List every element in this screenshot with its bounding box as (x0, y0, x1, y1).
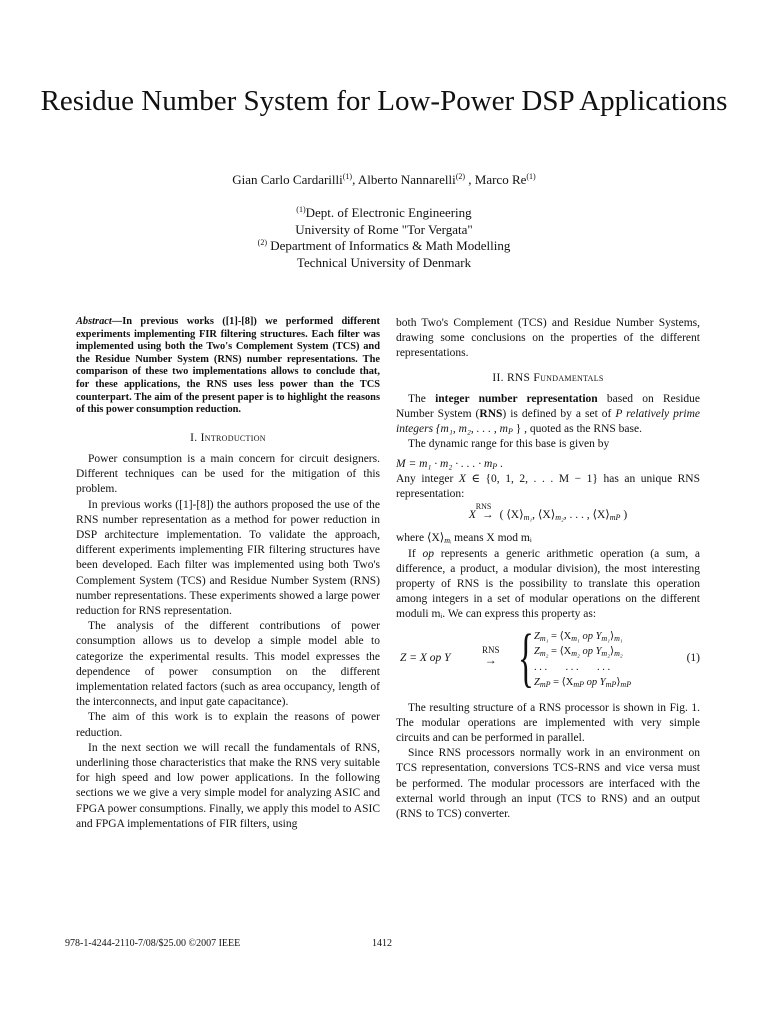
section-number: I. (190, 431, 198, 444)
math-subscript: m₁ (601, 633, 610, 643)
math-subscript: m₂ (571, 649, 580, 659)
math-subscript: m₁ (614, 633, 623, 643)
bold-term: integer number representation (435, 392, 598, 405)
math-expression: , . . . , ⟨X⟩ (563, 509, 610, 522)
text-span: ) is defined by a set of (502, 408, 616, 421)
text-span: } , quoted as the RNS base. (512, 423, 642, 436)
equation-cases (534, 629, 631, 691)
paragraph: The aim of this work is to explain the reasons of power reduction. (76, 711, 380, 739)
math-expression: relatively prime integers {m₁, m₂, . . . , m (396, 408, 700, 436)
section-number: II. (492, 371, 504, 384)
equation-rns-operation (396, 620, 700, 697)
rns-arrow (475, 502, 497, 523)
page-number: 1412 (372, 938, 392, 949)
math-subscript: mP (620, 680, 632, 690)
math-symbol: Z (534, 630, 540, 642)
math-expression: = ⟨X (548, 646, 572, 658)
math-subscript: mP (605, 680, 617, 690)
math-expression: Z = X op Y (400, 651, 451, 664)
math-expression: ( ⟨X⟩ (499, 509, 524, 522)
math-subscript: m₂ (555, 513, 564, 523)
left-column (76, 316, 380, 832)
math-symbol: op (422, 547, 434, 560)
affiliation-line: Technical University of Denmark (296, 254, 472, 270)
bold-term: RNS (479, 408, 503, 421)
math-expression: = ⟨X (548, 630, 572, 642)
section-title: Introduction (200, 431, 266, 444)
affiliation-text: Department of Informatics & Math Modelling (270, 238, 511, 253)
math-symbol: Z (534, 646, 540, 658)
math-subscript: mP (573, 680, 585, 690)
math-subscript: m₂ (614, 649, 623, 659)
math-subscript: P (507, 427, 513, 437)
math-expression: , ⟨X⟩ (532, 509, 556, 522)
affiliation-line (0, 238, 768, 255)
math-subscript: mP (539, 680, 551, 690)
rns-arrow (482, 645, 500, 665)
case-line: . . . . . . . . . (534, 661, 611, 673)
math-expression: ) (620, 509, 628, 522)
math-symbol: Z (534, 677, 540, 689)
arrow-glyph: → (481, 509, 494, 522)
equation-number: (1) (686, 651, 700, 664)
author-mark: (1) (526, 172, 536, 181)
rns-arrow-label: RNS (475, 502, 492, 512)
section-title: RNS Fundamentals (506, 371, 604, 384)
affiliation-mark: (1) (296, 205, 306, 214)
affiliation-line (0, 205, 768, 222)
math-subscript: m₁ (571, 633, 580, 643)
affiliation-line: University of Rome "Tor Vergata" (295, 221, 473, 237)
math-subscript: mᵢ (444, 536, 452, 546)
paragraph (396, 547, 700, 623)
section-heading-introduction (76, 431, 380, 446)
math-subscript: P (492, 461, 498, 471)
abstract (76, 316, 380, 417)
math-expression: op Y (584, 677, 606, 689)
math-expression: where ⟨X⟩ (396, 532, 445, 545)
paragraph: The resulting structure of a RNS processor is shown in Fig. 1. The modular operations are implemented with very simple circuits and can be performed in parallel. (396, 701, 700, 745)
math-subscript: m₁ (539, 633, 549, 643)
section-heading-rns-fundamentals (396, 371, 700, 386)
paper-title: Residue Number System for Low-Power DSP Applications (40, 85, 728, 117)
affiliations (0, 205, 768, 271)
math-subscript: m₂ (601, 649, 610, 659)
text-span: If (408, 547, 423, 560)
author-name: Marco Re (474, 172, 527, 187)
math-expression: means X mod mᵢ (451, 532, 532, 545)
paragraph (396, 531, 700, 546)
author-mark: (2) (455, 172, 466, 181)
affiliation-text: Dept. of Electronic Engineering (305, 205, 472, 220)
text-span: ∈ {0, 1, 2, . . . M − 1} has an unique RNS representation: (396, 472, 700, 501)
paragraph: The analysis of the different contributions of power consumption allows us to develop a simple model able to categorize the experimental results. This model expresses the dependence of power consumption on the different implementation related factors (such as area occupancy, length of the interconnects, and input gate capacitance). (76, 620, 380, 709)
text-span: . (497, 457, 503, 470)
text-span: represents a generic arithmetic operation (a sum, a difference, a product, a modular division), the most interesting property of RNS is the possibility to translate this operation among integers in a set of modular operations on the different moduli mᵢ. We can express this property as: (396, 547, 700, 621)
math-expression: ⟩ (609, 646, 615, 658)
text-span: Any integer (396, 472, 459, 485)
math-expression: M = m₁ · m₂ · . . . · m (396, 457, 493, 470)
footer-isbn: 978-1-4244-2110-7/08/$25.00 ©2007 IEEE (65, 938, 241, 949)
equation-dynamic-range (396, 457, 700, 472)
paragraph (396, 392, 700, 438)
abstract-lead: Abstract— (76, 316, 123, 327)
math-subscript: mP (609, 513, 621, 523)
math-symbol: X (458, 472, 466, 485)
math-expression: = ⟨X (550, 677, 574, 689)
left-brace-icon: { (518, 620, 534, 694)
case-line (534, 644, 631, 660)
math-expression: ⟩ (609, 630, 615, 642)
math-subscript: m₂ (539, 649, 549, 659)
equation-rns-representation (396, 502, 700, 523)
math-symbol: P (615, 408, 623, 421)
affiliation-mark: (2) (257, 238, 267, 247)
math-expression: op Y (579, 646, 602, 658)
paragraph: In previous works ([1]-[8]) the authors proposed the use of the RNS number representation as a method for power reduction in DSP architecture implementation. To validate the approach, different experiments implementing FIR filtering structures have been developed. Each filter was implemented using both Two's Complement System (TCS) and Residue Number System (RNS) number representations. These experiments showed a large power reduction for RNS representation. (76, 498, 380, 617)
paragraph: Since RNS processors normally work in an environment on TCS representation, conversions TCS-RNS and vice versa must be performed. The modular processors are interfaced with the external world through an input (TCS to RNS) and an output (RNS to TCS) converter. (396, 747, 700, 821)
author-name: Alberto Nannarelli (357, 172, 456, 187)
paragraph: In the next section we will recall the fundamentals of RNS, underlining those characteristics that make the RNS very suitable for high speed and low power applications. In the following sections we we give a very simple model for analyzing ASIC and FPGA power consumptions. Finally, we apply this model to ASIC and FPGA implementations of FIR filters, using (76, 741, 380, 830)
paragraph: both Two's Complement (TCS) and Residue Number Systems, drawing some conclusions on the properties of the different representations. (396, 317, 700, 360)
arrow-glyph: → (484, 652, 497, 667)
case-line (534, 675, 631, 691)
math-expression: ⟩ (616, 677, 621, 689)
case-line (534, 629, 631, 645)
abstract-text: In previous works ([1]-[8]) we performed different experiments implementing FIR filtering structures. Each filter was implemented using both the Two's Complement System (TCS) and the Residue Number System (RNS) number representations. The comparison of these two implementations allows to conclude that, for these applications, the RNS uses less power than the TCS counterpart. The aim of the present paper is to highlight the reasons of this power consumption reduction. (76, 316, 380, 416)
right-column (396, 316, 700, 822)
paragraph: The dynamic range for this base is given by (408, 438, 610, 451)
math-subscript: m₁ (523, 513, 533, 523)
author-name: Gian Carlo Cardarilli (232, 172, 343, 187)
math-expression: op Y (579, 630, 602, 642)
rns-arrow-label: RNS (482, 644, 500, 655)
text-span: based on Residue Number System ( (396, 392, 701, 421)
author-list: Gian Carlo Cardarilli$^{(1)}$, Alberto Nannarelli$^{(2)}$ , Marco Re$^{(1)}$ (232, 172, 536, 187)
text-span: The (408, 392, 436, 405)
author-mark: (1) (342, 172, 353, 181)
paragraph: Power consumption is a main concern for circuit designers. Different techniques can be used for the mitigation of this problem. (76, 452, 380, 496)
paragraph (396, 472, 700, 502)
math-symbol: X (468, 509, 476, 522)
